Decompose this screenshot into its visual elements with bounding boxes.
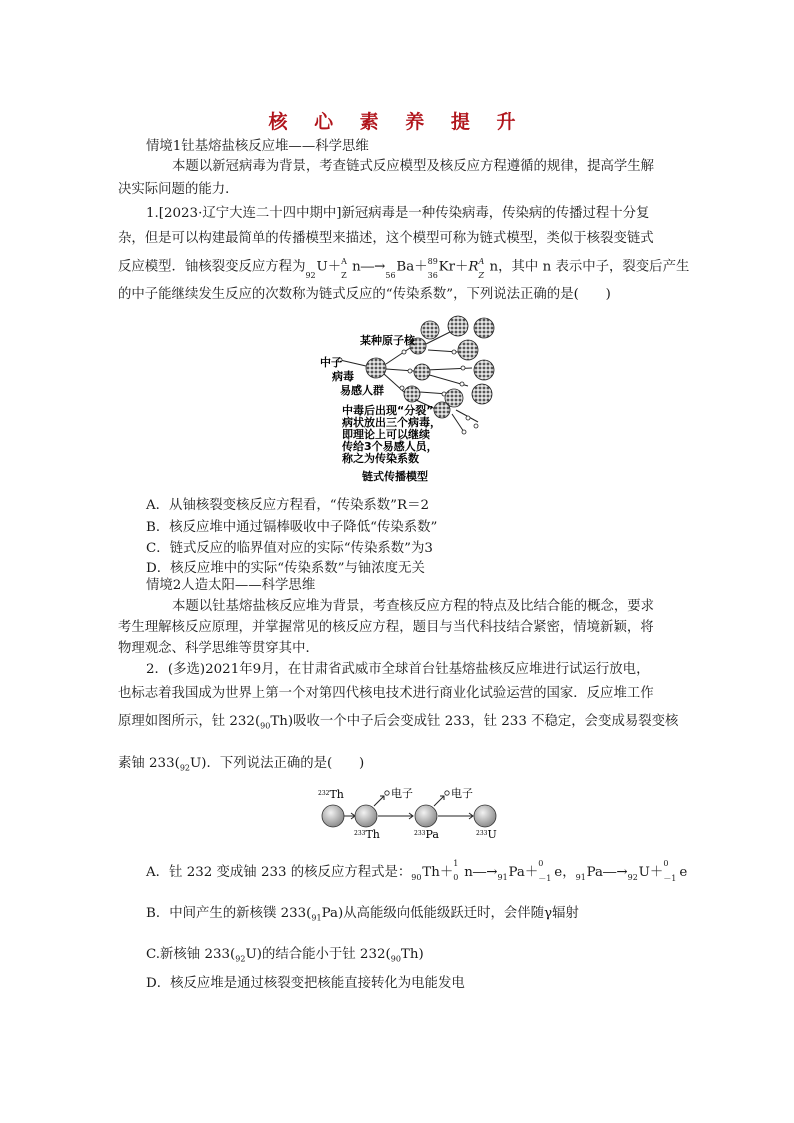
th233-nucleus: [355, 805, 377, 827]
chain-propagation-figure: [318, 314, 504, 486]
note-line1: 中毒后出现“分裂”: [342, 404, 434, 417]
section1-heading: 情境1钍基熔盐核反应堆——科学思维: [146, 139, 369, 154]
reaction-chain-figure: [314, 782, 514, 842]
note-line3: 即理论上可以继续: [342, 428, 430, 441]
svg-text:233Th: $^{233}$Th: [354, 828, 380, 841]
q2-option-b[interactable]: B．中间产生的新核镤 $233(_{91}Pa)$从高能级向低能级跃迁时，会伴随γ辐射: [146, 906, 579, 923]
th232-nucleus: [322, 805, 344, 827]
section1-intro-line1: 本题以新冠病毒为背景，考查链式反应模型及核反应方程遵循的规律，提高学生解: [172, 159, 655, 174]
svg-text:232Th: $^{232}$Th: [318, 788, 344, 801]
u233-nucleus: [474, 805, 496, 827]
q1-line2: 杂，但是可以构建最简单的传播模型来描述，这个模型可称为链式模型，类似于核裂变链式: [118, 231, 654, 246]
q1-option-b[interactable]: B．核反应堆中通过镉棒吸收中子降低“传染系数”: [146, 520, 438, 535]
note-line2: 病状放出三个病毒，: [342, 416, 441, 429]
figure-caption: 链式传播模型: [362, 470, 428, 483]
q2-line1: 2．(多选)2021年9月，在甘肃省武威市全球首台钍基熔盐核反应堆进行试运行放电，: [146, 662, 650, 677]
q1-line1: 1.[2023·辽宁大连二十四中期中]新冠病毒是一种传染病毒，传染病的传播过程十分复: [146, 206, 650, 221]
section2-intro-line3: 物理观念、科学思维等贯穿其中．: [118, 641, 319, 656]
svg-text:233U: $^{233}$U: [476, 828, 497, 841]
q1-option-d[interactable]: D．核反应堆中的实际“传染系数”与铀浓度无关: [146, 561, 425, 576]
section2-intro-line2: 考生理解核反应原理，并掌握常见的核反应方程，题目与当代科技结合紧密，情境新颖，将: [118, 620, 654, 635]
label-virus: 病毒: [332, 370, 354, 383]
q1-option-c[interactable]: C．链式反应的临界值对应的实际“传染系数”为3: [146, 541, 433, 556]
q2-option-c[interactable]: C.新核铀 $233(_{92}U)$的结合能小于钍 $232(_{90}Th)$: [146, 947, 424, 964]
q1-line3-start: 反应模型．铀核裂变反应方程为: [118, 259, 306, 275]
svg-text:233Pa: $^{233}$Pa: [414, 828, 439, 841]
q2-line2: 也标志着我国成为世界上第一个对第四代核电技术进行商业化试验运营的国家．反应堆工作: [118, 686, 654, 701]
section2-intro-line1: 本题以钍基熔盐核反应堆为背景，考查核反应方程的特点及比结合能的概念，要求: [172, 599, 655, 614]
section2-heading: 情境2人造太阳——科学思维: [146, 578, 316, 593]
q1-line4: 的中子能继续发生反应的次数称为链式反应的“传染系数”，下列说法正确的是( ): [118, 287, 611, 302]
label-people: 易感人群: [340, 384, 384, 397]
section1-intro-line2: 决实际问题的能力．: [118, 182, 239, 197]
electron-label-1: 电子: [391, 787, 413, 800]
note-line5: 称之为传染系数: [342, 452, 419, 465]
q2-line4: 素铀 $233(_{92}U)$．下列说法正确的是( ): [118, 756, 365, 773]
label-neutron: 中子: [320, 356, 342, 369]
pa233-nucleus: [415, 805, 437, 827]
q1-option-a[interactable]: A．从铀核裂变核反应方程看，“传染系数”R＝2: [146, 498, 429, 513]
q2-line3: 原理如图所示，钍 $232(_{90}Th)$吸收一个中子后会变成钍 233，钍 233 不稳定，会变成易裂变核: [118, 714, 679, 731]
q2-option-d[interactable]: D．核反应堆是通过核裂变把核能直接转化为电能发电: [146, 976, 465, 991]
page-title: 核 心 素 养 提 升: [268, 111, 526, 133]
label-atom: 某种原子核: [360, 334, 415, 347]
q1-line3: 反应模型．铀核裂变反应方程为 92 U＋ A Z n―→ 56 Ba＋ 89 36 Kr＋R A Z n，其中 n 表示中子，裂变后产生: [118, 257, 690, 280]
q1-line3-tail: n，其中 n 表示中子，裂变后产生: [489, 259, 690, 275]
q2-option-a[interactable]: A．钍 232 变成铀 233 的核反应方程式是： 90 Th＋ 1 0 n―→ 91 Pa＋ 0 －1 e， 91 Pa―→ 92 U＋ 0 －1 e: [146, 858, 688, 883]
electron-label-2: 电子: [451, 787, 473, 800]
note-line4: 传给3个易感人员，: [342, 440, 438, 453]
